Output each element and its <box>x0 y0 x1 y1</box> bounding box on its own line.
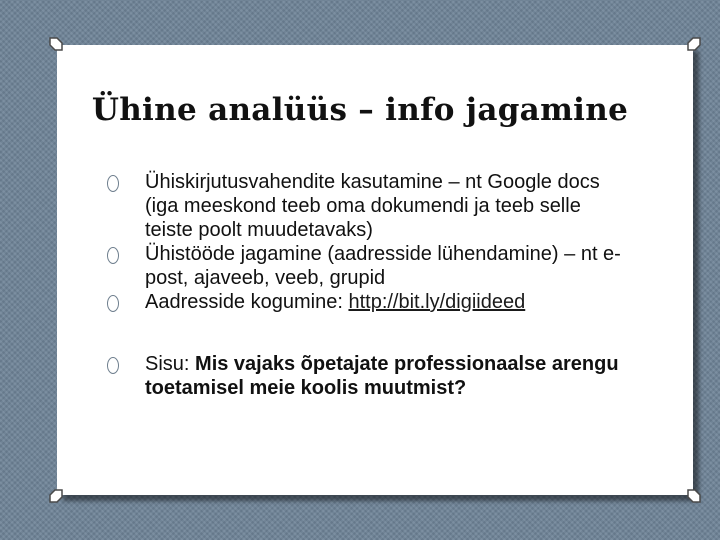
pin-icon <box>49 489 63 503</box>
bullet-text: Ühiskirjutusvahendite kasutamine – nt Google docs (iga meeskond teeb oma dokumendi ja teeb selle teiste poolt muudetavaks) <box>145 171 600 241</box>
pin-icon <box>49 37 63 51</box>
bullet-prefix: Aadresside kogumine: <box>145 291 349 313</box>
slide-title: Ühine analüüs – info jagamine <box>91 92 629 128</box>
bullet-list <box>107 170 627 400</box>
bullet-marker-icon <box>107 175 119 192</box>
bullet-marker-icon <box>107 357 119 374</box>
digiideed-link[interactable]: http://bit.ly/digiideed <box>348 291 526 313</box>
bullet-marker-icon <box>107 247 119 264</box>
bullet-text: Ühistööde jagamine (aadresside lühendamine) – nt e-post, ajaveeb, veeb, grupid <box>145 243 621 289</box>
list-item <box>107 242 627 290</box>
list-item <box>107 290 627 314</box>
bullet-bold-text: Mis vajaks õpetajate professionaalse arengu toetamisel meie koolis muutmist? <box>145 353 619 399</box>
list-item <box>107 170 627 242</box>
bullet-marker-icon <box>107 295 119 312</box>
list-item <box>107 352 627 400</box>
pin-icon <box>687 37 701 51</box>
pin-icon <box>687 489 701 503</box>
bullet-prefix: Sisu: <box>145 353 196 375</box>
